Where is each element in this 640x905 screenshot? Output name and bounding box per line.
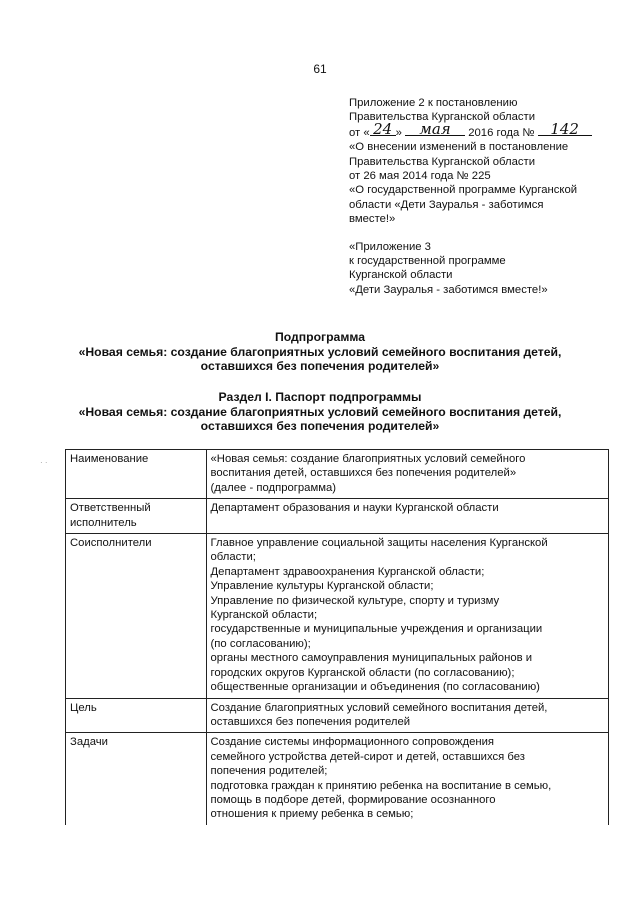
margin-mark: · · — [40, 458, 48, 467]
date-quote-close: » — [395, 126, 402, 139]
handwritten-month: мая — [405, 123, 465, 136]
row-label: Цель — [66, 698, 207, 733]
table-row-executor — [66, 499, 609, 534]
appendix-date-line — [349, 119, 619, 140]
amend-line: «О внесении изменений в постановление — [349, 141, 569, 154]
row-value: Создание благоприятных условий семейного воспитания детей, оставшихся без попечения родителей — [206, 698, 608, 733]
title-line: «Новая семья: создание благоприятных условий семейного воспитания детей, — [78, 344, 562, 359]
title-line: Подпрограмма — [275, 330, 365, 344]
row-value: Департамент образования и науки Курганской области — [206, 499, 608, 534]
sub-appendix-line: Курганской области — [349, 269, 453, 282]
row-value: Главное управление социальной защиты населения Курганской области; Департамент здравоохранения Курганской области; Управление культуры Курганской области; Управление по физической культуре, спорту и туризму Курганской области; государственные и муниципальные учреждения и организации (по согласованию); органы местного самоуправления муниципальных районов и городских округов Курганской области (по согласованию); общественные организации и объединения (по согласованию) — [206, 534, 608, 698]
row-value: Создание системы информационного сопровождения семейного устройства детей-сирот и детей, оставшихся без попечения родителей; подготовка граждан к принятию ребенка на воспитание в семью, помощь в подборе детей, формирование осознанного отношения к приему ребенка в семью; — [206, 733, 608, 825]
subprogram-title — [40, 330, 600, 374]
table-row-name — [66, 450, 609, 499]
date-prefix: от « — [349, 126, 370, 139]
handwritten-day: 24 — [370, 123, 396, 136]
row-label: Задачи — [66, 733, 207, 825]
sub-appendix-line: к государственной программе — [349, 255, 506, 268]
amend-line: вместе!» — [349, 213, 396, 226]
passport-table — [65, 449, 609, 825]
amend-line: области «Дети Зауралья - заботимся — [349, 198, 544, 211]
title-line: оставшихся без попечения родителей» — [200, 419, 440, 434]
title-line: Раздел I. Паспорт подпрограммы — [218, 390, 422, 404]
appendix-line: Правительства Курганской области — [349, 111, 536, 124]
table-row-goal — [66, 698, 609, 733]
appendix-line: Приложение 2 к постановлению — [349, 97, 518, 109]
row-label: Наименование — [66, 450, 207, 499]
title-line: «Новая семья: создание благоприятных условий семейного воспитания детей, — [78, 404, 562, 419]
appendix-header — [349, 96, 619, 297]
sub-appendix-line: «Приложение 3 — [349, 240, 431, 253]
section-title — [40, 390, 600, 434]
amend-line: от 26 мая 2014 года № 225 — [349, 170, 491, 183]
sub-appendix-line: «Дети Зауралья - заботимся вместе!» — [349, 283, 548, 296]
row-value: «Новая семья: создание благоприятных условий семейного воспитания детей, оставшихся без попечения родителей» (далее - подпрограмма) — [206, 450, 608, 499]
row-label: Ответственный исполнитель — [66, 499, 207, 534]
handwritten-number: 142 — [538, 123, 592, 136]
page-number: 61 — [313, 62, 327, 76]
title-line: оставшихся без попечения родителей» — [200, 359, 440, 374]
row-label: Соисполнители — [66, 534, 207, 698]
amend-line: «О государственной программе Курганской — [349, 184, 578, 197]
date-year-text: 2016 года № — [468, 126, 535, 139]
table-row-tasks — [66, 733, 609, 825]
table-row-coexecutors — [66, 534, 609, 698]
amend-line: Правительства Курганской области — [349, 155, 536, 168]
